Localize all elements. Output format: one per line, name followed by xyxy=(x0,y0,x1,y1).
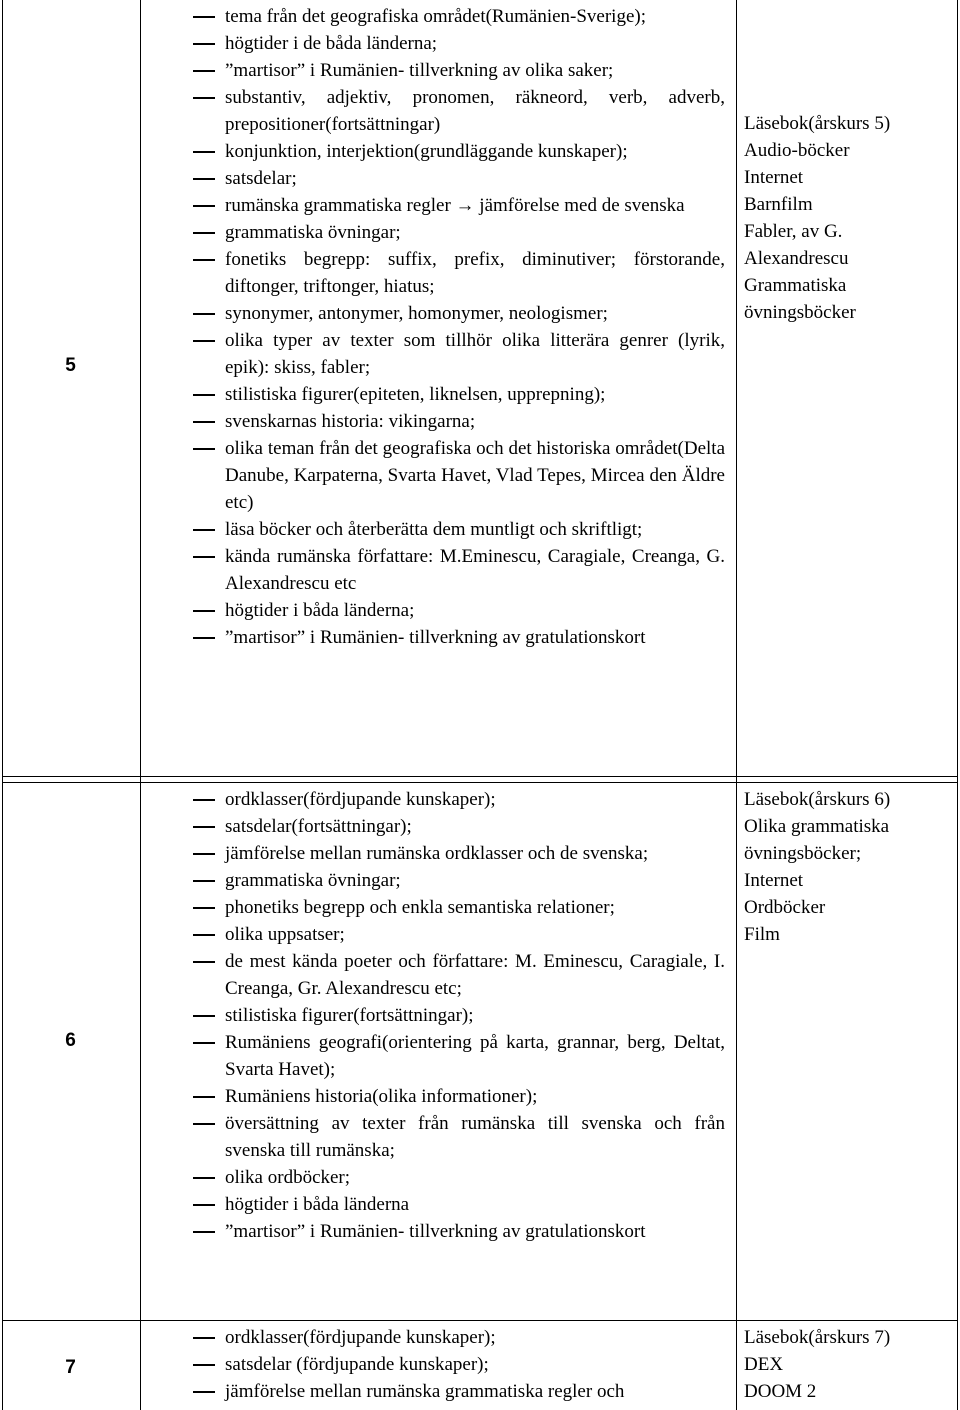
content-item: ”martisor” i Rumänien- tillverkning av gratulationskort xyxy=(153,624,725,651)
content-item: konjunktion, interjektion(grundläggande kunskaper); xyxy=(153,138,725,165)
resources-list xyxy=(744,110,944,326)
content-item: ”martisor” i Rumänien- tillverkning av olika saker; xyxy=(153,57,725,84)
resource-item: övningsböcker; xyxy=(744,843,862,864)
content-item: synonymer, antonymer, homonymer, neologismer; xyxy=(153,300,725,327)
resource-item: Film xyxy=(744,924,780,945)
resources-list xyxy=(744,786,944,948)
resource-item: DOOM 2 xyxy=(744,1381,817,1402)
content-item: satsdelar (fördjupande kunskaper); xyxy=(153,1351,725,1378)
resource-item: Internet xyxy=(744,167,804,188)
content-item: högtider i de båda länderna; xyxy=(153,30,725,57)
content-item: satsdelar; xyxy=(153,165,725,192)
content-item: satsdelar(fortsättningar); xyxy=(153,813,725,840)
content-list xyxy=(153,1324,725,1405)
content-item: grammatiska övningar; xyxy=(153,867,725,894)
column-divider xyxy=(140,0,141,1410)
content-item: Rumäniens historia(olika informationer); xyxy=(153,1083,725,1110)
content-item: olika teman från det geografiska och det historiska området(Delta Danube, Karpaterna, Svarta Havet, Vlad Tepes, Mircea den Äldre etc) xyxy=(153,435,725,516)
content-item: phonetiks begrepp och enkla semantiska relationer; xyxy=(153,894,725,921)
content-item: högtider i båda länderna xyxy=(153,1191,725,1218)
resource-item: Alexandrescu xyxy=(744,248,849,269)
resource-item: Grammatiska xyxy=(744,275,847,296)
content-item: fonetiks begrepp: suffix, prefix, diminutiver; förstorande, diftonger, triftonger, hiatus; xyxy=(153,246,725,300)
content-item: substantiv, adjektiv, pronomen, räkneord, verb, adverb, prepositioner(fortsättningar) xyxy=(153,84,725,138)
curriculum-table xyxy=(2,0,958,1410)
content-item: läsa böcker och återberätta dem muntligt och skriftligt; xyxy=(153,516,725,543)
resource-item: Internet xyxy=(744,870,804,891)
resource-item: DEX xyxy=(744,1354,784,1375)
content-item: kända rumänska författare: M.Eminescu, Caragiale, Creanga, G. Alexandrescu etc xyxy=(153,543,725,597)
resource-item: Barnfilm xyxy=(744,194,813,215)
resources-list xyxy=(744,1324,944,1405)
content-item: ordklasser(fördjupande kunskaper); xyxy=(153,1324,725,1351)
content-item: jämförelse mellan rumänska ordklasser och de svenska; xyxy=(153,840,725,867)
content-list xyxy=(153,786,725,1245)
row-border xyxy=(3,782,957,783)
content-item: rumänska grammatiska regler → jämförelse med de svenska xyxy=(153,192,725,219)
resource-item: övningsböcker xyxy=(744,302,856,323)
resource-item: Läsebok(årskurs 6) xyxy=(744,789,891,810)
content-item: översättning av texter från rumänska till svenska och från svenska till rumänska; xyxy=(153,1110,725,1164)
resource-item: Fabler, av G. xyxy=(744,221,843,242)
row-border xyxy=(3,1320,957,1321)
content-item: grammatiska övningar; xyxy=(153,219,725,246)
content-item: jämförelse mellan rumänska grammatiska regler och xyxy=(153,1378,725,1405)
content-item: ”martisor” i Rumänien- tillverkning av gratulationskort xyxy=(153,1218,725,1245)
row-border xyxy=(3,776,957,777)
content-item: stilistiska figurer(epiteten, liknelsen, upprepning); xyxy=(153,381,725,408)
content-item: tema från det geografiska området(Rumänien-Sverige); xyxy=(153,3,725,30)
resource-item: Läsebok(årskurs 5) xyxy=(744,113,891,134)
resource-item: Ordböcker xyxy=(744,897,826,918)
grade-number: 6 xyxy=(65,1030,76,1051)
resource-item: Olika grammatiska xyxy=(744,816,890,837)
column-divider xyxy=(736,0,737,1410)
content-item: högtider i båda länderna; xyxy=(153,597,725,624)
content-item: Rumäniens geografi(orientering på karta, grannar, berg, Deltat, Svarta Havet); xyxy=(153,1029,725,1083)
content-list xyxy=(153,3,725,651)
content-item: stilistiska figurer(fortsättningar); xyxy=(153,1002,725,1029)
content-item: de mest kända poeter och författare: M. Eminescu, Caragiale, I. Creanga, Gr. Alexandrescu etc; xyxy=(153,948,725,1002)
grade-number: 5 xyxy=(65,355,76,376)
resource-item: Läsebok(årskurs 7) xyxy=(744,1327,891,1348)
content-item: olika uppsatser; xyxy=(153,921,725,948)
content-item: svenskarnas historia: vikingarna; xyxy=(153,408,725,435)
grade-number: 7 xyxy=(65,1357,76,1378)
resource-item: Audio-böcker xyxy=(744,140,850,161)
content-item: olika ordböcker; xyxy=(153,1164,725,1191)
content-item: ordklasser(fördjupande kunskaper); xyxy=(153,786,725,813)
content-item: olika typer av texter som tillhör olika litterära genrer (lyrik, epik): skiss, fabler; xyxy=(153,327,725,381)
